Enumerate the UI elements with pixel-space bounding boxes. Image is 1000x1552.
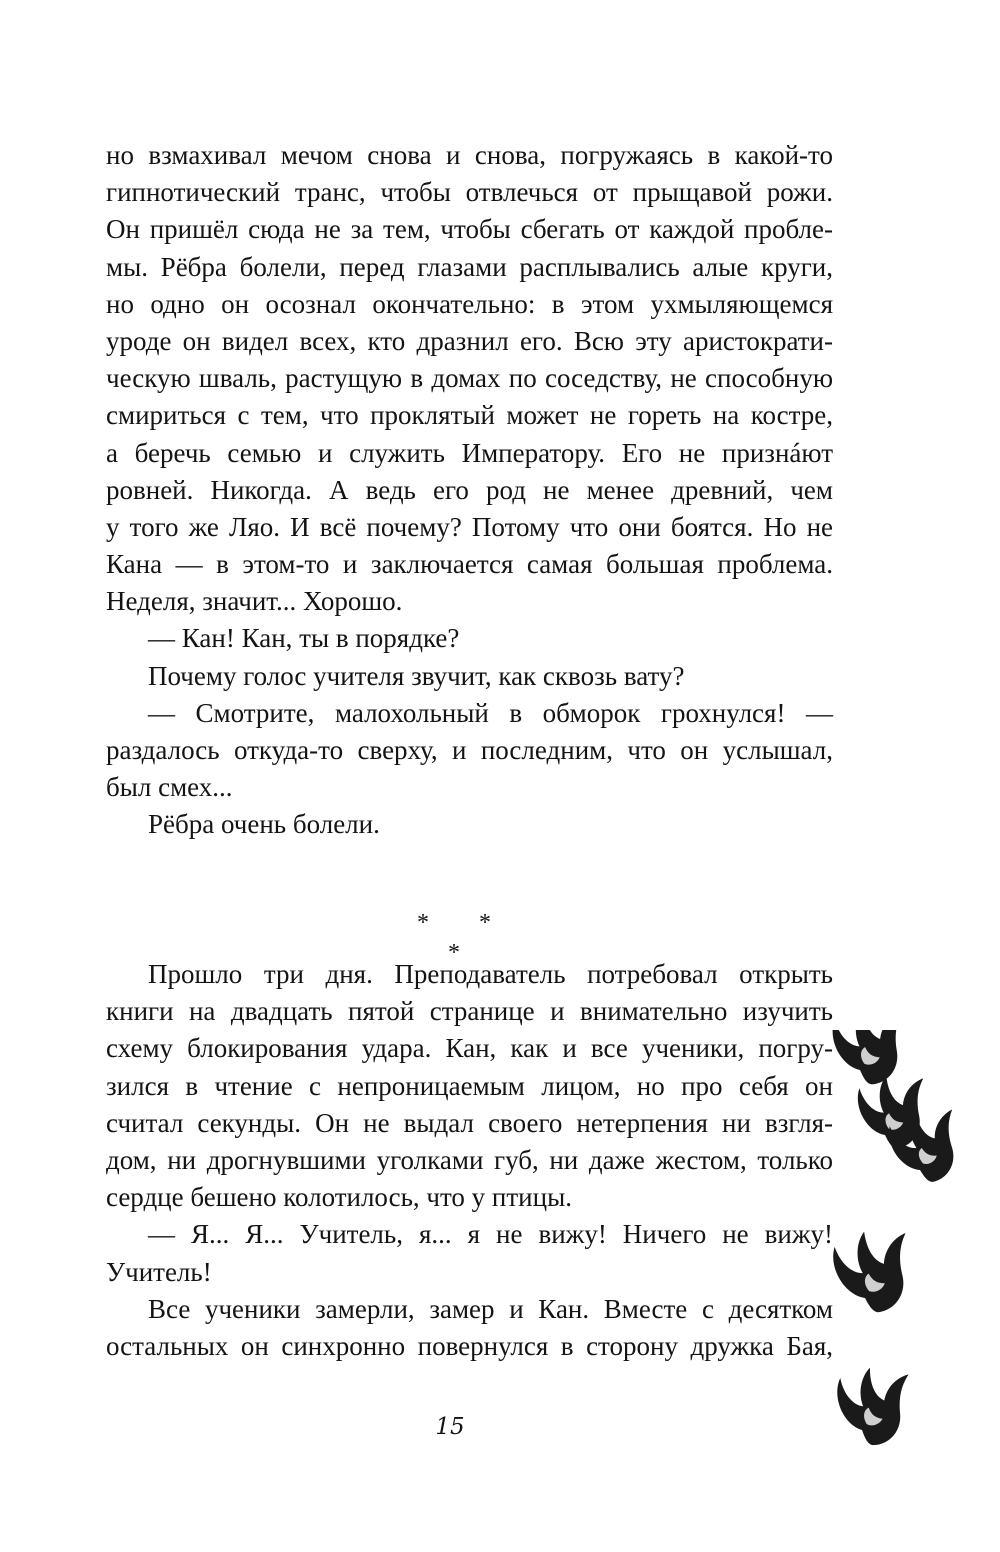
section-separator: * * * [417, 910, 513, 966]
text-line: Почему голос учителя звучит, как сквозь вату? [148, 660, 685, 691]
text-line: раздалось откуда-то сверху, и последним, что он услышал, [106, 735, 833, 765]
text-line: Учитель! [106, 1256, 212, 1287]
claw-mark [830, 1222, 923, 1320]
text-line: ческую шваль, растущую в домах по соседству, не способную [106, 363, 833, 394]
text-line: книги на двадцать пятой странице и внимательно изучить [106, 996, 833, 1027]
dialogue-line: — Смотрите, малохольный в обморок грохнулся! — [148, 697, 833, 728]
text-line: Все ученики замерли, замер и Кан. Вместе с десятком [148, 1293, 833, 1324]
text-line: Он пришёл сюда не за тем, чтобы сбегать от каждой пробле- [106, 214, 833, 245]
text-line: Неделя, значит... Хорошо. [106, 586, 403, 617]
text-line: дом, ни дрогнувшими уголками губ, ни даже жестом, только [106, 1144, 833, 1175]
text-line: мы. Рёбра болели, перед глазами расплывались алые круги, [106, 251, 833, 282]
text-line: но взмахивал мечом снова и снова, погружаясь в какой-то [106, 140, 833, 170]
text-line: смириться с тем, что проклятый может не гореть на костре, [106, 400, 833, 431]
text-line: а беречь семью и служить Императору. Его не признáют [106, 437, 833, 468]
text-line: схему блокирования удара. Кан, как и все ученики, погру- [106, 1033, 833, 1064]
text-line: Рёбра очень болели. [148, 809, 380, 840]
dialogue-line: — Кан! Кан, ты в порядке? [148, 623, 460, 654]
claw-mark [830, 1030, 914, 1090]
text-section-1 [106, 137, 833, 844]
text-line: ровней. Никогда. А ведь его род не менее древний, чем [106, 474, 833, 505]
text-line: сердце бешено колотилось, что у птицы. [106, 1182, 572, 1213]
claw-mark [835, 1364, 916, 1449]
page-number: 15 [435, 1414, 465, 1440]
claw-ornament-icon [830, 1030, 1000, 1510]
text-line: у того же Ляо. И всё почему? Потому что они боятся. Но не [106, 511, 833, 542]
text-line: считал секунды. Он не выдал своего нетерпения ни взгля- [106, 1107, 833, 1138]
text-line: зился в чтение с непроницаемым лицом, но про себя он [106, 1070, 833, 1101]
text-line: остальных он синхронно повернулся в сторону дружка Бая, [106, 1330, 833, 1361]
text-line: гипнотический транс, чтобы отвлечься от прыщавой рожи. [106, 177, 833, 208]
text-line: Прошло три дня. Преподаватель потребовал открыть [148, 959, 833, 989]
text-line: был смех... [106, 772, 233, 803]
dialogue-line: — Я... Я... Учитель, я... я не вижу! Ничего не вижу! [148, 1219, 833, 1250]
text-section-2 [106, 956, 833, 1365]
text-line: уроде он видел всех, кто дразнил его. Всю эту аристократи- [106, 325, 833, 356]
text-line: но одно он осознал окончательно: в этом ухмыляющемся [106, 288, 833, 319]
text-line: Кана — в этом-то и заключается самая большая проблема. [106, 549, 833, 580]
